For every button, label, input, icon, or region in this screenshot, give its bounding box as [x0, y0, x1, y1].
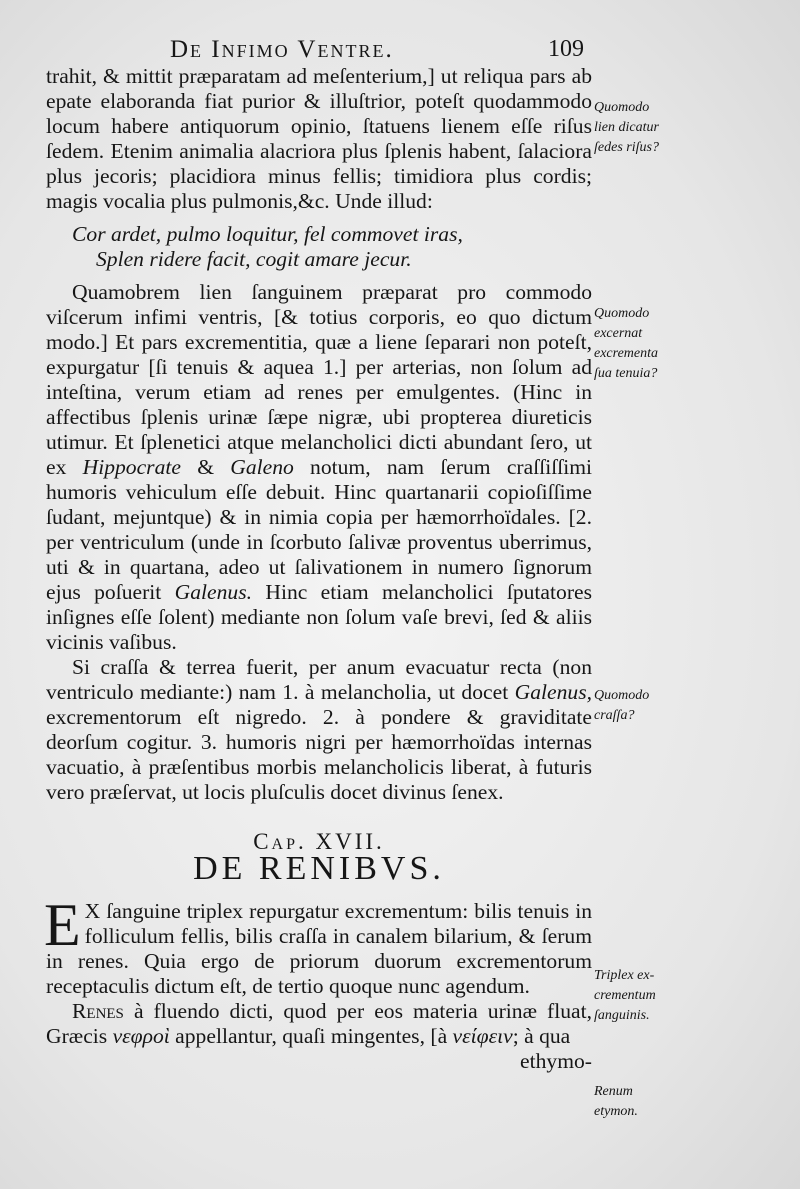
paragraph: Renes à fluendo dicti, quod per eos materia urinæ fluat, Græcis νεφροὶ appellantur, quaſi mingentes, [à νείφειν; à qua	[46, 999, 592, 1048]
catchword: ethymo-	[520, 1049, 592, 1073]
paragraph: Si craſſa & terrea fuerit, per anum evacuatur recta (non ventriculo mediante:) nam 1. à melancholia, ut docet Galenus, excrementorum eſt nigredo. 2. à pondere & graviditate deorſum cogitur. 3. humoris nigri per hæmorrhoïdas internas vacuatio, à præſentibus morbis melancholicis liberat, à futuris vero præſervat, ut locis pluſculis docet divinus ſenex.	[46, 655, 592, 804]
verse-line: Splen ridere facit, cogit amare jecur.	[96, 247, 412, 271]
chapter-number: Cap. XVII.	[253, 829, 385, 854]
paragraph: E X ſanguine triplex repurgatur excrementum: bilis tenuis in folliculum fellis, bilis craſſa in canalem bilarium, & ſerum in renes. Quia ergo de priorum duorum excrementorum receptaculis dictum eſt, de tertio quoque nunc agendum.	[44, 892, 592, 998]
page-number: 109	[548, 36, 584, 62]
marginal-note: Triplex ex- crementum ſanguinis.	[594, 968, 656, 1023]
paragraph: trahit, & mittit præparatam ad meſenterium,] ut reliqua pars ab epate elaboranda fiat purior & illuſtrior, poteſt quodammodo locum habere antiquorum opinio, ſtatuens lienem eſſe riſus ſedem. Etenim animalia alacriora plus ſplenis habent, ſalaciora plus jecoris; placidiora minus fellis; timidiora plus cordis; magis vocalia plus pulmonis,&c. Unde illud:	[46, 64, 592, 213]
marginal-note: Quomodo excernat excrementa ſua tenuia?	[594, 306, 658, 381]
verse-line: Cor ardet, pulmo loquitur, fel commovet iras,	[72, 222, 463, 246]
marginal-note: Renum etymon.	[594, 1084, 638, 1119]
running-title: De Infimo Ventre.	[170, 36, 394, 63]
drop-capital: E	[44, 892, 81, 958]
chapter-title: DE RENIBVS.	[193, 850, 445, 887]
marginal-note: Quomodo craſſa?	[594, 688, 650, 723]
main-text	[46, 64, 592, 1074]
verse-quote	[72, 222, 592, 272]
paragraph: Quamobrem lien ſanguinem præparat pro commodo viſcerum infimi ventris, [& totius corporis, eo quo dictum modo.] Et pars excrementitia, quæ a liene ſeparari non poteſt, expurgatur [ſi tenuis & aquea 1.] per arterias, non ſolum ad inteſtina, verum etiam ad renes per emulgentes. (Hinc in affectibus ſplenis urinæ ſæpe nigræ, ubi propterea diureticis utimur. Et ſplenetici atque melancholici dicti abundant ſero, ut ex Hippocrate & Galeno notum, nam ſerum craſſiſſimi humoris vehiculum eſſe debuit. Hinc quartanarii copioſiſſime ſudant, mejuntque) & in nimia copia per hæmorrhoïdales. [2. per ventriculum (unde in ſcorbuto ſalivæ proventus uberrimus, uti & in quartana, adeo ut ſalivationem in numero ſignorum ejus poſuerit Galenus. Hinc etiam melancholici ſputatores inſignes eſſe ſolent) mediante non ſolum vaſe brevi, ſed & aliis vicinis vaſibus.	[46, 280, 592, 654]
marginal-note: Quomodo lien dicatur ſedes riſus?	[594, 100, 659, 155]
